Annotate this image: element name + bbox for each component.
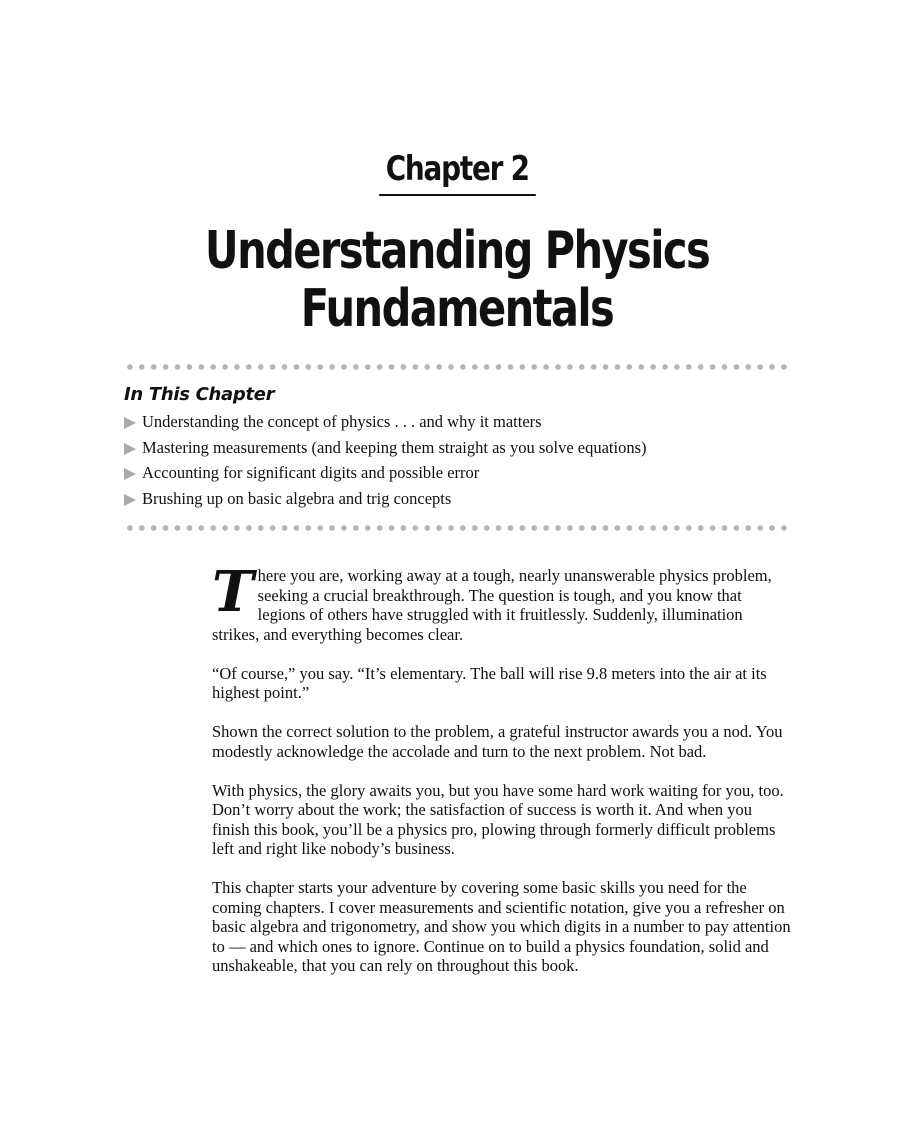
in-this-chapter-heading: In This Chapter [124,384,275,405]
body-paragraph-1-text: here you are, working away at a tough, nearly unanswerable physics problem, seeking a crucial breakthrough. The question is tough, and you know that legions of others have struggled with it fruitlessly. Suddenly, illumination strikes, and everything becomes clear. [212,566,772,644]
list-item [124,486,647,512]
chapter-title-line-1: Understanding Physics [204,221,710,281]
body-paragraph-3: Shown the correct solution to the problem, a grateful instructor awards you a nod. You modestly acknowledge the accolade and turn to the next problem. Not bad. [212,722,783,761]
chapter-title-line-2: Fundamentals [300,279,614,339]
body-paragraph-2: “Of course,” you say. “It’s elementary. The ball will rise 9.8 meters into the air at its highest point.” [212,663,767,702]
body-paragraph-5: This chapter starts your adventure by covering some basic skills you need for the coming chapters. I cover measurements and scientific notation, give you a refresher on basic algebra and trigonometry, and show you which digits in a number to pay attention to — and which ones to ignore. Continue on to build a physics foundation, solid and unshakeable, that you can rely on throughout this book. [212,878,791,975]
in-this-chapter-list [124,409,647,511]
list-item-text: Understanding the concept of physics . . . and why it matters [142,412,542,431]
body-paragraph-1 [212,559,792,644]
dotted-divider-bottom [124,524,792,532]
triangle-bullet-icon [124,468,136,480]
chapter-title [0,222,914,338]
drop-cap: T [212,559,254,625]
chapter-number: Chapter 2 [379,150,535,196]
dotted-divider-top [124,363,792,371]
chapter-body [212,559,792,995]
list-item [124,409,647,435]
triangle-bullet-icon [124,443,136,455]
list-item [124,460,647,486]
list-item-text: Mastering measurements (and keeping them straight as you solve equations) [142,437,647,457]
list-item-text: Brushing up on basic algebra and trig concepts [142,488,452,508]
list-item [124,435,647,461]
triangle-bullet-icon [124,417,136,429]
chapter-label [0,150,914,196]
body-paragraph-4: With physics, the glory awaits you, but you have some hard work waiting for you, too. Don’t worry about the work; the satisfaction of success is worth it. And when you finish this book, you’ll be a physics pro, plowing through formerly difficult problems left and right like nobody’s business. [212,780,784,858]
triangle-bullet-icon [124,494,136,506]
list-item-text: Accounting for significant digits and possible error [142,463,480,482]
